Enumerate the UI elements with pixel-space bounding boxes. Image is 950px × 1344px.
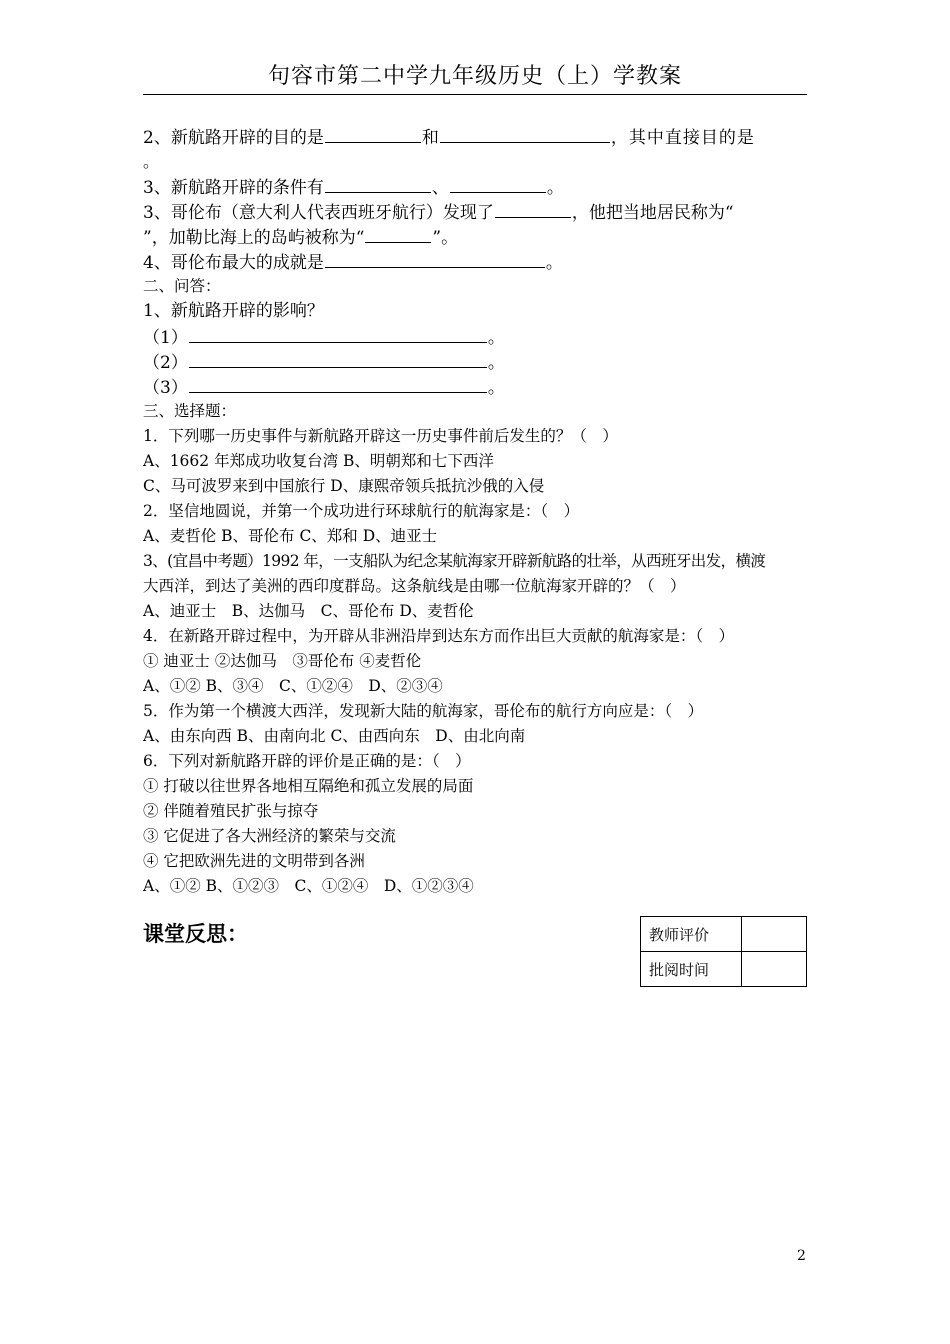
page-header-title: 句容市第二中学九年级历史（上）学教案 [143, 62, 807, 95]
q4-text-a: 4、哥伦布最大的成就是 [143, 253, 324, 273]
mc-line: A、①② B、③④ C、①②④ D、②③④ [143, 677, 443, 695]
mc-line: ① 迪亚士 ②达伽马 ③哥伦布 ④麦哲伦 [143, 652, 422, 670]
q4-blank-1[interactable] [325, 249, 545, 268]
mc-line: 1．下列哪一历史事件与新航路开辟这一历史事件前后发生的？（ ） [143, 427, 618, 445]
qa-answer-2 [143, 349, 809, 374]
qa-answer-end: 。 [487, 353, 505, 373]
fill-question-2 [143, 124, 809, 149]
q3b-text-c: ”，加勒比海上的岛屿被称为“ [143, 228, 365, 248]
qa-answer-label: （2） [143, 353, 188, 373]
mc-line: 6．下列对新航路开辟的评价是正确的是：（ ） [143, 752, 471, 770]
mc-line: ① 打破以往世界各地相互隔绝和孤立发展的局面 [143, 777, 474, 795]
teacher-eval-label: 教师评价 [641, 917, 742, 952]
teacher-eval-cell[interactable] [742, 917, 807, 952]
mc-line: 3、(宜昌中考题）1992 年，一支船队为纪念某航海家开辟新航路的壮举，从西班牙出发，横渡 [143, 552, 766, 570]
table-row [641, 952, 807, 987]
mc-line: ④ 它把欧洲先进的文明带到各洲 [143, 852, 365, 870]
q2-blank-2[interactable] [440, 124, 610, 143]
mc-line: A、1662 年郑成功收复台湾 B、明朝郑和七下西洋 [143, 452, 494, 470]
q3b-blank-1[interactable] [495, 199, 571, 218]
mc-line: A、由东向西 B、由南向北 C、由西向东 D、由北向南 [143, 727, 526, 745]
qa-answer-end: 。 [487, 328, 505, 348]
evaluation-table [640, 916, 807, 987]
q3b-text-d: ”。 [432, 228, 459, 248]
mc-line: 4．在新路开辟过程中，为开辟从非洲沿岸到达东方而作出巨大贡献的航海家是：（ ） [143, 627, 735, 645]
worksheet-content [143, 124, 809, 899]
q2-text-b: 和 [421, 128, 439, 148]
q2-text-a: 2、新航路开辟的目的是 [143, 128, 324, 148]
fill-question-2-end [143, 149, 809, 174]
q2-text-c: ，其中直接目的是 [610, 128, 755, 148]
mc-line: A、麦哲伦 B、哥伦布 C、郑和 D、迪亚士 [143, 527, 438, 545]
q3b-text-b: ，他把当地居民称为“ [571, 203, 734, 223]
q3-text-c: 。 [546, 178, 564, 198]
q2-blank-1[interactable] [325, 124, 421, 143]
mc-line: C、马可波罗来到中国旅行 D、康熙帝领兵抵抗沙俄的入侵 [143, 477, 545, 495]
mc-line: A、①② B、①②③ C、①②④ D、①②③④ [143, 877, 474, 895]
q2-text-d: 。 [143, 152, 160, 171]
q3-blank-1[interactable] [325, 174, 431, 193]
qa-answer-1 [143, 324, 809, 349]
mc-line: 2．坚信地圆说，并第一个成功进行环球航行的航海家是：（ ） [143, 502, 580, 520]
mc-line: 5．作为第一个横渡大西洋，发现新大陆的航海家，哥伦布的航行方向应是：（ ） [143, 702, 704, 720]
fill-question-3b-cont [143, 224, 809, 249]
qa-answer-blank[interactable] [189, 324, 487, 343]
q4-text-b: 。 [545, 253, 563, 273]
mc-line: ② 伴随着殖民扩张与掠夺 [143, 802, 319, 820]
fill-question-3 [143, 174, 809, 199]
qa-answer-3 [143, 374, 809, 399]
qa-answer-label: （3） [143, 378, 188, 398]
qa-answer-blank[interactable] [189, 349, 487, 368]
review-time-cell[interactable] [742, 952, 807, 987]
page-number: 2 [797, 1248, 806, 1264]
mc-line: A、迪亚士 B、达伽马 C、哥伦布 D、麦哲伦 [143, 602, 474, 620]
qa-answer-blank[interactable] [189, 374, 487, 393]
q3b-text-a: 3、哥伦布（意大利人代表西班牙航行）发现了 [143, 203, 494, 223]
fill-question-4 [143, 249, 809, 274]
q3-text-b: 、 [431, 178, 449, 198]
qa-heading: 二、问答： [143, 277, 221, 295]
review-time-label: 批阅时间 [641, 952, 742, 987]
mc-heading: 三、选择题： [143, 402, 237, 420]
mc-line: 大西洋，到达了美洲的西印度群岛。这条航线是由哪一位航海家开辟的？（ ） [143, 577, 686, 595]
qa-question-1: 1、新航路开辟的影响？ [143, 301, 324, 321]
q3-text-a: 3、新航路开辟的条件有 [143, 178, 324, 198]
mc-line: ③ 它促进了各大洲经济的繁荣与交流 [143, 827, 396, 845]
reflection-label: 课堂反思： [143, 922, 248, 946]
q3-blank-2[interactable] [450, 174, 546, 193]
table-row [641, 917, 807, 952]
qa-answer-end: 。 [487, 378, 505, 398]
q3b-blank-2[interactable] [365, 224, 431, 243]
qa-answer-label: （1） [143, 328, 188, 348]
fill-question-3b [143, 199, 809, 224]
